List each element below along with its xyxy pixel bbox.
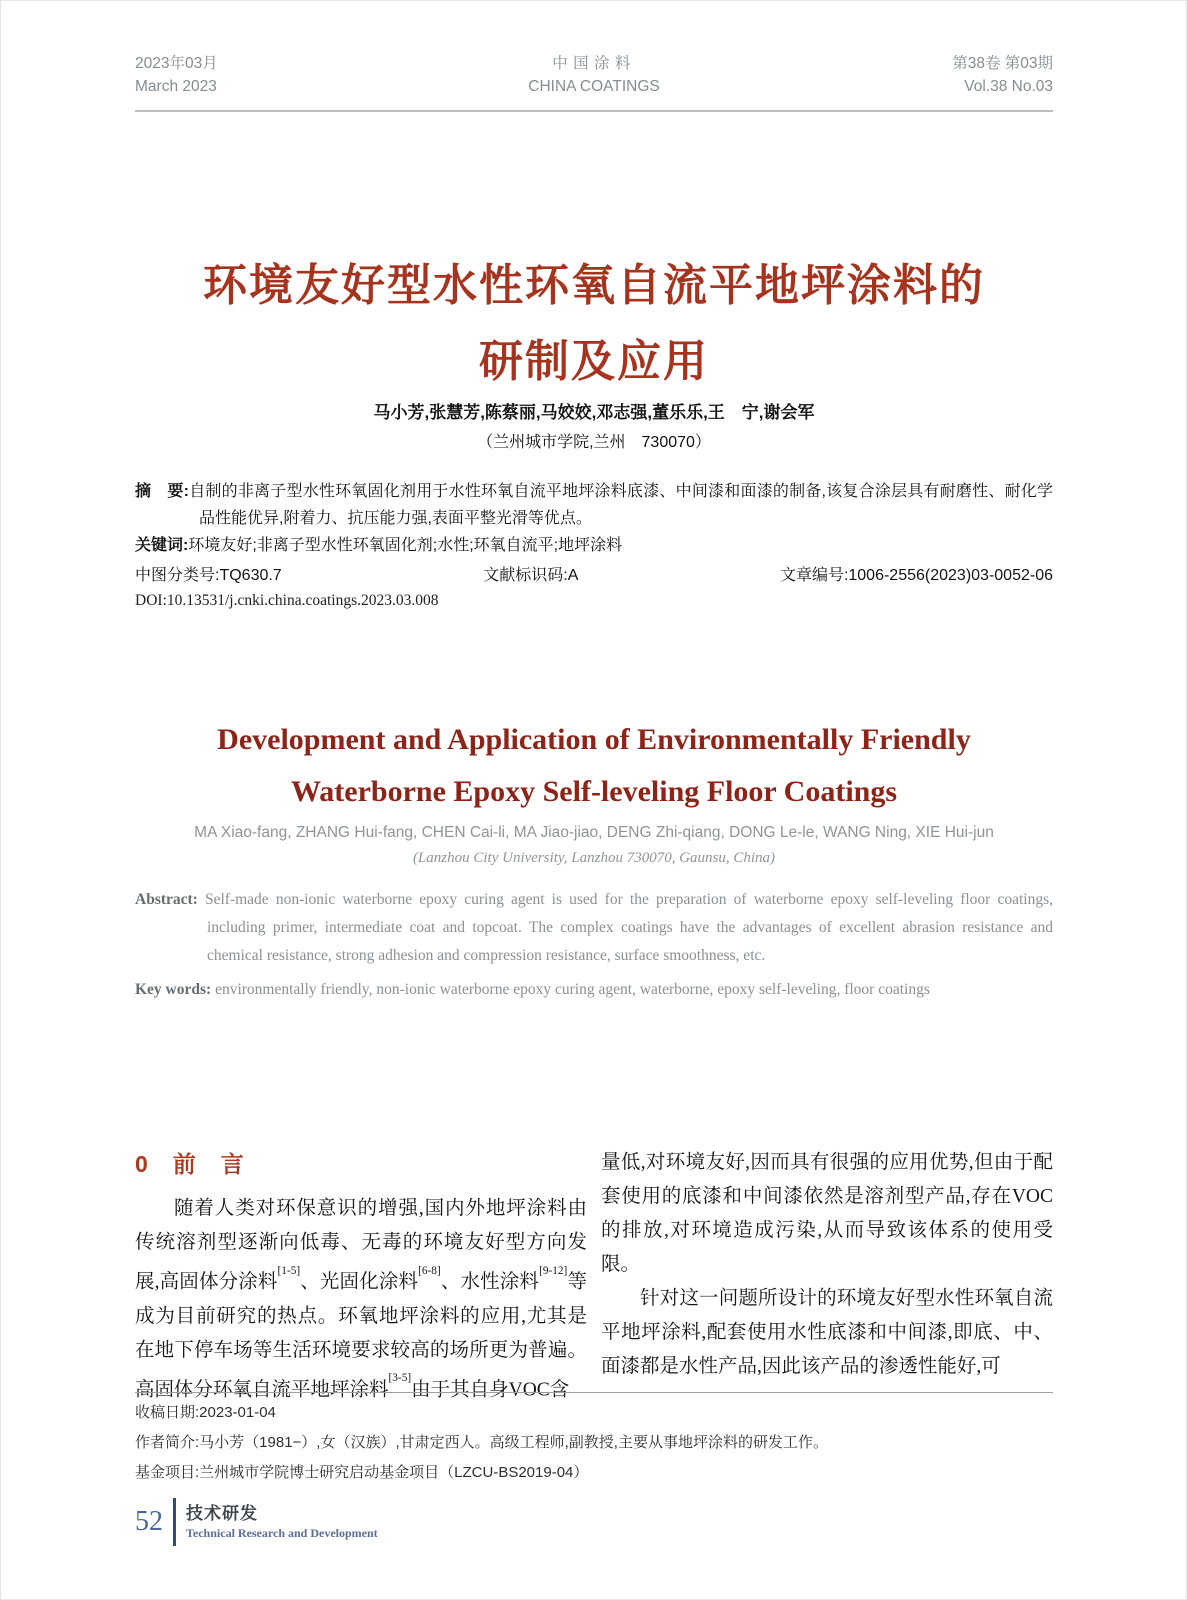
header-date-en: March 2023 [135,78,217,95]
article-id: 文章编号:1006-2556(2023)03-0052-06 [779,567,1053,584]
abstract-cn [135,478,1053,532]
keywords-en-label: Key words: [135,981,212,998]
header-divider [135,110,1053,112]
keywords-cn-text: 环境友好;非离子型水性环氧固化剂;水性;环氧自流平;地坪涂料 [188,537,623,554]
footnote-author-bio: 作者简介:马小芳（1981−）,女（汉族）,甘肃定西人。高级工程师,副教授,主要从事地坪涂料的研发工作。 [135,1434,828,1451]
article-title-en [135,714,1053,818]
citation-ref: [3-5] [388,1372,412,1385]
header-date-cn: 2023年03月 [135,55,218,72]
intro-paragraph-right-2: 针对这一问题所设计的环境友好型水性环氧自流平地坪涂料,配套使用水性底漆和中间漆,即底、中、面漆都是水性产品,因此该产品的渗透性能好,可 [601,1288,1053,1377]
footer-section [186,1498,378,1546]
affiliation-en: (Lanzhou City University, Lanzhou 730070, Gaunsu, China) [412,850,776,866]
footer-bar [173,1498,176,1546]
intro-paragraph-right-1: 量低,对环境友好,因而具有很强的应用优势,但由于配套使用的底漆和中间漆依然是溶剂型产品,存在VOC的排放,对环境造成污染,从而导致该体系的使用受限。 [601,1152,1053,1275]
authors-cn: 马小芳,张慧芳,陈蔡丽,马姣姣,邓志强,董乐乐,王 宁,谢会军 [373,403,815,422]
footnote-received-date: 收稿日期:2023-01-04 [135,1404,276,1421]
footnotes [135,1398,1053,1488]
intro-text: 由于其自身VOC含 [411,1379,570,1400]
abstract-en [135,886,1053,970]
abstract-cn-text: 自制的非离子型水性环氧固化剂用于水性环氧自流平地坪涂料底漆、中间漆和面漆的制备,该复合涂层具有耐磨性、耐化学品性能优异,附着力、抗压能力强,表面平整光滑等优点。 [188,483,1053,527]
page-number: 52 [135,1506,163,1537]
running-header [135,52,1053,98]
introduction-section [135,1146,1053,1407]
keywords-cn-label: 关键词: [135,537,189,554]
abstract-en-text: Self-made non-ionic waterborne epoxy curing agent is used for the preparation of waterborne epoxy self-leveling floor coatings, including primer, intermediate coat and topcoat. The complex coatings have the advantages of excellent abrasion resistance and chemical resistance, strong adhesion and compression resistance, surface smoothness, etc. [204,891,1053,964]
section-heading: 0 前 言 [135,1151,245,1177]
header-volume-en: Vol.38 No.03 [964,78,1053,95]
intro-text: 等成为目前研究的热点。环氧地坪涂料的应用,尤其是在地下停车场等生活环境要求较高的场所更为普遍。高固体分环氧自流平地坪涂料 [135,1271,587,1400]
header-volume-cn: 第38卷 第03期 [952,55,1053,72]
header-row-en [135,75,1053,98]
footnote-fund-project: 基金项目:兰州城市学院博士研究启动基金项目（LZCU-BS2019-04） [135,1464,589,1481]
header-journal-en: CHINA COATINGS [528,78,660,95]
citation-ref: [6-8] [418,1264,441,1277]
header-journal-cn: 中国涂料 [552,55,636,72]
clc-number: 中图分类号:TQ630.7 [135,567,282,584]
article-title-cn-line1: 环境友好型水性环氧自流平地坪涂料的 [203,261,985,310]
intro-left-column [135,1146,587,1407]
keywords-cn [135,532,1053,559]
doi: DOI:10.13531/j.cnki.china.coatings.2023.03.008 [135,592,439,609]
intro-text: 随着人类对环保意识的增强,国内外地坪涂料由传统溶剂型逐渐向低毒、无毒的环境友好型方向发展,高固体分涂料 [135,1198,587,1293]
citation-ref: [9-12] [539,1264,568,1277]
intro-right-column [601,1146,1053,1407]
meta-row [135,562,1053,585]
article-title-en-line1: Development and Application of Environmentally Friendly [217,723,971,756]
document-code: 文献标识码:A [483,567,579,584]
intro-paragraph-left [135,1192,587,1407]
keywords-en [135,976,1053,1004]
keywords-en-text: environmentally friendly, non-ionic waterborne epoxy curing agent, waterborne, epoxy self-leveling, floor coatings [215,981,930,998]
footnote-divider [135,1392,1053,1393]
article-title-cn [135,248,1053,400]
authors-en: MA Xiao-fang, ZHANG Hui-fang, CHEN Cai-li, MA Jiao-jiao, DENG Zhi-qiang, DONG Le-le, WANG Ning, XIE Hui-jun [194,824,994,841]
abstract-en-label: Abstract: [135,891,198,908]
intro-text: 、水性涂料 [440,1271,540,1293]
affiliation-cn: （兰州城市学院,兰州 730070） [477,434,711,451]
abstract-cn-label: 摘 要: [135,483,189,500]
citation-ref: [1-5] [277,1264,301,1277]
article-title-en-line2: Waterborne Epoxy Self-leveling Floor Coatings [290,775,898,808]
footer-section-cn: 技术研发 [186,1504,258,1523]
footer-section-en: Technical Research and Development [186,1526,378,1540]
page-footer [135,1498,1053,1546]
article-title-cn-line2: 研制及应用 [479,337,709,386]
header-row-cn [135,52,1053,75]
intro-text: 、光固化涂料 [300,1271,419,1293]
